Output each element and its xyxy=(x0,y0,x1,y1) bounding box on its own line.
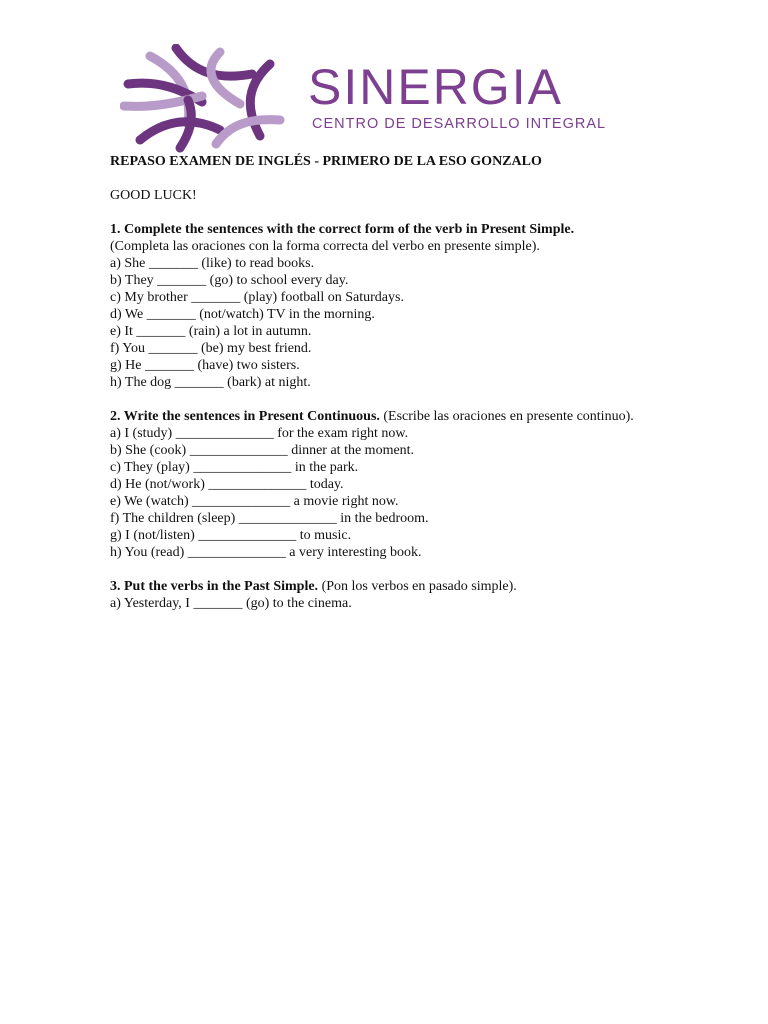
exercise-item: h) The dog _______ (bark) at night. xyxy=(110,375,311,390)
section-heading: 3. Put the verbs in the Past Simple. xyxy=(110,579,319,594)
greeting: GOOD LUCK! xyxy=(110,188,197,203)
section-3 xyxy=(110,578,670,612)
exercise-item: d) He (not/work) ______________ today. xyxy=(110,477,344,492)
exercise-item: e) It _______ (rain) a lot in autumn. xyxy=(110,324,312,339)
exercise-item: a) I (study) ______________ for the exam right now. xyxy=(110,426,409,441)
exercise-item: d) We _______ (not/watch) TV in the morning. xyxy=(110,307,375,322)
exercise-item: h) You (read) ______________ a very interesting book. xyxy=(110,545,422,560)
exercise-item: b) She (cook) ______________ dinner at the moment. xyxy=(110,443,415,458)
document-title: REPASO EXAMEN DE INGLÉS - PRIMERO DE LA ESO GONZALO xyxy=(110,154,542,169)
exercise-item: a) She _______ (like) to read books. xyxy=(110,256,315,271)
exercise-item: a) Yesterday, I _______ (go) to the cinema. xyxy=(110,596,352,611)
exercise-item: g) He _______ (have) two sisters. xyxy=(110,358,300,373)
exercise-item: f) The children (sleep) ______________ in the bedroom. xyxy=(110,511,429,526)
brand-subtitle: CENTRO DE DESARROLLO INTEGRAL xyxy=(312,116,607,132)
exercise-item: e) We (watch) ______________ a movie right now. xyxy=(110,494,399,509)
exercise-item: b) They _______ (go) to school every day. xyxy=(110,273,349,288)
section-heading: 1. Complete the sentences with the correct form of the verb in Present Simple. xyxy=(110,222,575,237)
exercise-item: g) I (not/listen) ______________ to music. xyxy=(110,528,352,543)
section-translation: (Escribe las oraciones en presente continuo). xyxy=(383,409,634,424)
section-translation: (Pon los verbos en pasado simple). xyxy=(321,579,517,594)
brand-name: SINERGIA xyxy=(308,59,563,115)
section-2 xyxy=(110,408,670,561)
exercise-item: f) You _______ (be) my best friend. xyxy=(110,341,312,356)
section-1 xyxy=(110,221,670,391)
worksheet xyxy=(110,153,670,612)
sinergia-logo xyxy=(120,44,660,154)
sinergia-arcs-logo-icon xyxy=(120,44,300,154)
section-heading: 2. Write the sentences in Present Continuous. xyxy=(110,409,380,424)
exercise-item: c) They (play) ______________ in the park. xyxy=(110,460,359,475)
exercise-item: c) My brother _______ (play) football on Saturdays. xyxy=(110,290,404,305)
section-translation: (Completa las oraciones con la forma correcta del verbo en presente simple). xyxy=(110,239,540,254)
